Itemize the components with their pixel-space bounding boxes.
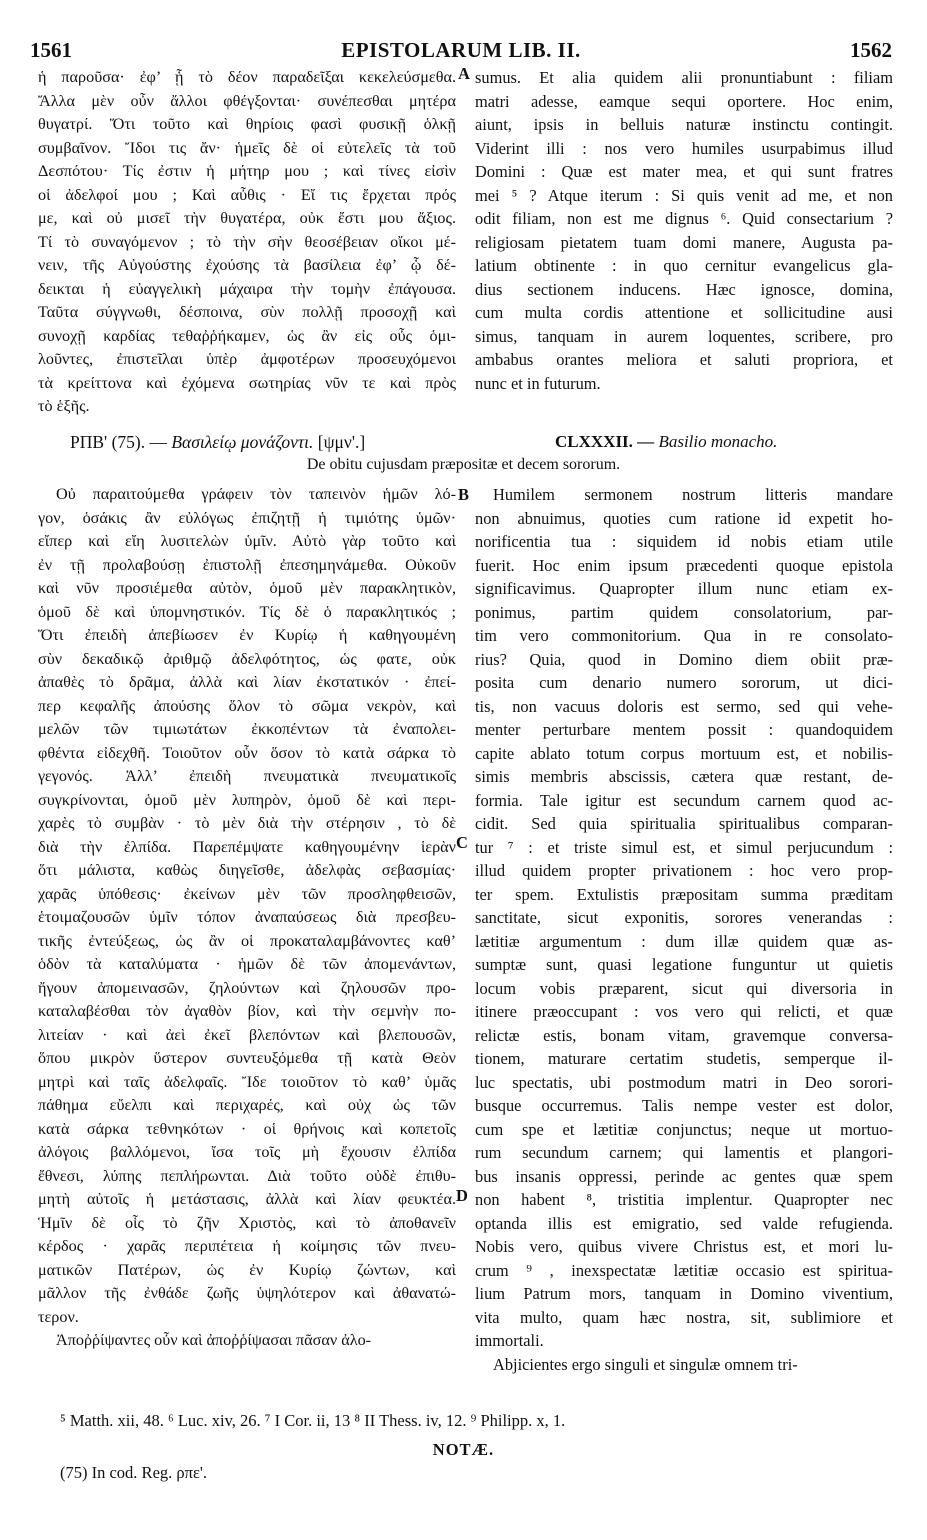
text-line: δεικται ἡ εὐαγγελικὴ μάχαιρα τὴν τομὴν ἐπάγουσα. (38, 279, 456, 298)
text-line: μητρὶ καὶ ταῖς ἀδελφαῖς. Ἴδε τοιοῦτον τὸ καθ’ ὑμᾶς (38, 1072, 456, 1091)
text-line: bus insanis oppressi, perinde ac gentes quæ spem (475, 1166, 893, 1186)
text-line: aiunt, ipsis in belluis naturæ instinctu contingit. (475, 115, 893, 134)
text-line: φθέντα εἰδεχθῆ. Τοιοῦτον οὖν ὅσον τὸ κατὰ σάρκα τὸ (38, 743, 456, 762)
text-line: illud quidem propter privationem : hoc vero prop- (475, 861, 893, 880)
greek-letter-heading (70, 432, 365, 453)
text-line: formia. Tale igitur est secundum carnem quod ac- (475, 790, 893, 810)
text-line: ὁμοῦ δὲ καὶ ὑπομνηστικόν. Τίς δὲ ὁ παρακλητικός ; (38, 602, 456, 621)
text-line: ἡ παροῦσα· ἐφ’ ᾗ τὸ δέον παραδεῖξαι κεκελεύσμεθα. (38, 68, 456, 86)
running-title: EPISTOLARUM LIB. II. (341, 38, 581, 62)
text-line: κατὰ σάρκα τεθνηκότων · οἱ θρήνοις καὶ κοπετοῖς (38, 1119, 456, 1138)
text-line: cum multa cordis attentione et sollicitudine ausi (475, 303, 893, 322)
text-line: capite ablato totum corpus mortuum est, et nobilis- (475, 743, 893, 763)
text-line: simus, tanquam in aurem loquentes, scribere, pro (475, 326, 893, 346)
text-line: sanctitate, sicut exponitis, sorores venerandas : (475, 908, 893, 927)
text-line: καταλαβέσθαι τὸν ἀγαθὸν βίον, καὶ τὴν σεμνὴν πο- (38, 1002, 456, 1020)
text-line: Domini : Quæ est mater mea, et qui sunt fratres (475, 162, 893, 181)
text-line: Τί τὸ συναγόμενον ; τὸ τὴν σὴν θεοσέβειαν οἴκοι μέ- (38, 232, 456, 251)
text-line: tionem, maturare certatim studetis, semperque il- (475, 1049, 893, 1068)
text-line: συγκρίνονται, ὁμοῦ μὲν λυπηρὸν, ὁμοῦ δὲ καὶ περι- (38, 790, 456, 809)
text-line: Viderint illi : nos vero humiles usurpabimus illud (475, 138, 893, 158)
text-line: matri adesse, eamque sequi oportere. Hoc enim, (475, 91, 893, 111)
text-line: ματικῶν Πατέρων, ὡς ἐν Κυρίῳ ζώντων, καὶ (38, 1260, 456, 1279)
text-line: Οὐ παραιτούμεθα γράφειν τὸν ταπεινὸν ἡμῶν λό- (56, 485, 456, 503)
text-line: Ὅτι ἐπειδὴ ἀπεβίωσεν ἐν Κυρίῳ ἡ καθηγουμένη (38, 626, 456, 644)
text-line: τὰ κρείττονα καὶ ἐχόμενα σωτηρίας νῦν τε καὶ πρὸς (38, 373, 456, 392)
text-line: νειν, τῆς Αὐγούστης ἐχούσης τὰ βασίλεια ἐφ’ ᾧ δέ- (38, 256, 456, 274)
text-line: συνοχῇ καρδίας τεθαῤῥήκαμεν, ὡς ἂν εἰς οὖς ὁμι- (38, 326, 456, 345)
text-line: cum spe et lætitiæ conjunctus; neque ut mortuo- (475, 1119, 893, 1139)
text-line: latium obtinente : in quo cernitur evangelicus gla- (475, 256, 893, 275)
text-line: tis, non vacuus doloris est sermo, sed qui vehe- (475, 696, 893, 716)
page-header (30, 38, 892, 64)
text-line: non habent ⁸, tristitia implentur. Quapropter nec (475, 1190, 893, 1209)
text-line: Ἀποῤῥίψαντες οὖν καὶ ἀποῤῥίψασαι πᾶσαν ἀλο- (56, 1331, 372, 1349)
text-line: τὸ ἑξῆς. (38, 397, 90, 415)
text-line: Humilem sermonem nostrum litteris mandare (493, 485, 893, 504)
latin-column-top (475, 66, 893, 406)
text-line: ambabus orantes meliora et saluti propriora, et (475, 350, 893, 369)
text-line: ἐν τῇ προλαβούσῃ ἐπιστολῇ ἐπεσημηνάμεθα. Οὐκοῦν (38, 555, 456, 574)
text-line: immortali. (475, 1331, 544, 1350)
text-line: locum vobis præparent, sicut qui diversoria in (475, 978, 893, 998)
text-line: non abnuimus, quoties cum ratione id expetit ho- (475, 508, 893, 528)
margin-marker-b: B (458, 485, 470, 504)
text-line: rius? Quia, quod in Domino diem obiit præ- (475, 649, 893, 669)
text-line: sumus. Et alia quidem alii pronuntiabunt : filiam (475, 68, 893, 87)
text-line: Ἡμῖν δὲ οἷς τὸ ζῆν Χριστὸς, καὶ τὸ ἀποθανεῖν (38, 1213, 456, 1232)
text-line: γον, ὁσάκις ἂν εὐλόγως ἐπιζητῇ ἡ τιμιότης ὑμῶν· (38, 508, 456, 527)
text-line: busque occurremus. Talis nempe vester est dolor, (475, 1096, 893, 1115)
text-line: fuerit. Hoc enim ipsum præcedenti quoque epistola (475, 555, 893, 575)
text-line: vita multo, quam hæc nostra, sit, sublimiore et (475, 1307, 893, 1327)
latin-letter-addressee: Basilio monacho. (658, 432, 778, 451)
text-line: χαρὲς τὸ συμβὰν · τὸ μὲν διὰ τὴν στέρησιν , τὸ δὲ (38, 814, 456, 832)
text-line: ἑτοιμαζουσῶν ὑμῖν τόπον ἀναπαύσεως διὰ πρεσβευ- (38, 908, 456, 926)
text-line: χαρᾶς ὑπόθεσις· ἐκείνων μὲν τῶν προσληφθεισῶν, (38, 884, 456, 903)
letter-subheading: De obitu cujusdam præpositæ et decem sororum. (306, 456, 621, 473)
text-line: μελῶν τῶν τιμιωτάτων ἐκκοπέντων τὰ ἐναπολει- (38, 720, 456, 738)
greek-letter-number: ΡΠΒ' (75). — (70, 432, 167, 452)
text-line: με, καὶ οὐ μισεῖ τὴν θυγατέρα, οὐκ ἔστι μου ἄξιος. (38, 209, 456, 227)
text-line: relictæ estis, bonam vitam, gravemque conversa- (475, 1025, 893, 1045)
text-line: crum ⁹ , inexspectatæ lætitiæ occasio est spiritua- (475, 1260, 893, 1280)
text-line: menter perturbare mentem possit : quandoquidem (475, 720, 893, 739)
left-page-number: 1561 (30, 38, 72, 62)
text-line: significavimus. Quapropter illum nunc etiam ex- (475, 579, 893, 598)
text-line: itinere præoccupant : vos vero qui relicti, et quæ (475, 1002, 893, 1021)
greek-letter-addressee: Βασιλείῳ μονάζοντι. (171, 432, 314, 452)
text-line: odit filiam, non est me dignus ⁶. Quid consectarium ? (475, 209, 893, 228)
text-line: λιτείαν · καὶ ἀεὶ ἐκεῖ βλεπόντων καὶ βλεπουσῶν, (38, 1025, 456, 1044)
text-line: ὁδὸν τὰ καταλύματα · ἡμῶν δὲ τῶν ἀπομενάντων, (38, 955, 456, 973)
text-line: ἤγουν ἀπομεινασῶν, ζηλούντων καὶ ζηλουσῶν προ- (38, 978, 456, 997)
text-line: εἴπερ καὶ εἴη λυσιτελὼν ὑμῖν. Αὐτὸ γὰρ τοῦτο καὶ (38, 532, 456, 550)
text-line: nunc et in futurum. (475, 373, 601, 393)
text-line: πάθημα εὔελπι καὶ περιχαρές, καὶ οὐχ ὡς τῶν (38, 1096, 456, 1114)
text-line: λοῦντες, ἐπιστεῖλαι ὑπὲρ ἀμφοτέρων προσευχόμενοι (38, 350, 456, 368)
text-line: τερον. (38, 1307, 79, 1326)
text-line: luc spectatis, ubi postmodum matri in Deo sorori- (475, 1072, 893, 1092)
text-line: θυγατρί. Ὅτι τοῦτο καὶ θηρίοις φασὶ φυσικῇ ὁλκῇ (38, 115, 456, 133)
text-line: norificentia tua : siquidem id nobis etiam utile (475, 532, 893, 551)
text-line: Ἄλλα μὲν οὖν ἄλλοι φθέγξονται· συνέπεσθαι μητέρα (38, 91, 456, 110)
text-line: μητὴ αὐτοῖς ἡ μετάστασις, ἀλλὰ καὶ λίαν φευκτέα. (38, 1190, 456, 1208)
text-line: tur ⁷ : et triste simul est, et simul perjucundum : (475, 837, 893, 857)
latin-letter-number: CLXXXII. — (555, 432, 655, 451)
text-line: Abjicientes ergo singuli et singulæ omnem tri- (493, 1354, 798, 1374)
text-line: posita cum denario numero sororum, ut dici- (475, 673, 893, 692)
text-line: mei ⁵ ? Atque iterum : Si quis venit ad me, et non (475, 185, 893, 205)
text-line: τικῆς ἐντεύξεως, ὡς ἂν οἱ προκαταλαμβάνοντες καθ’ (38, 931, 456, 950)
text-line: ὅπου μικρὸν ὕστερον συντευξόμεθα τῇ κατὰ Θεὸν (38, 1049, 456, 1067)
margin-marker-a: A (458, 64, 470, 83)
text-line: γεγονός. Ἀλλ’ ἐπειδὴ πνευματικὰ πνευματικοῖς (38, 767, 456, 785)
footnotes: ⁵ Matth. xii, 48. ⁶ Luc. xiv, 26. ⁷ I Cor. ii, 13 ⁸ II Thess. iv, 12. ⁹ Philipp. x, 1. (60, 1411, 566, 1430)
text-line: ἀλόγοις βαλλόμενοι, ἴσα τοῖς μὴ ἔχουσιν ἐλπίδα (38, 1143, 456, 1161)
latin-letter-heading (555, 432, 777, 452)
latin-column-body (475, 483, 893, 1398)
greek-column-body (38, 483, 456, 1398)
text-line: περ κεφαλῆς ἀπούσης ὅλον τὸ σῶμα νεκρὸν, καὶ (38, 696, 456, 715)
text-line: ter spem. Extulistis præpositam summa præditam (475, 884, 893, 904)
text-line: ἔθνεσι, λύπης πεπλήρωνται. Διὰ τοῦτο οὐδὲ ἐπιθυ- (38, 1166, 456, 1185)
margin-marker-c: C (456, 833, 468, 852)
text-line: lætitiæ argumentum : dum illæ quidem quæ as- (475, 931, 893, 951)
notae-text: (75) In cod. Reg. ρπε'. (60, 1463, 207, 1482)
text-line: σὺν δεκαδικῷ ἀριθμῷ ἀδελφότητος, ὡς φατε, οὐκ (38, 649, 456, 668)
text-line: dius sectionem inducens. Hæc ignosce, domina, (475, 279, 893, 299)
text-line: ponimus, partim quidem consolatorium, par- (475, 602, 893, 622)
greek-column-top (38, 66, 456, 428)
text-line: simis membris abscissis, cætera quæ restant, de- (475, 767, 893, 786)
text-line: μᾶλλον τῆς ἐνθάδε ζωῆς ὑψηλότερον καὶ ἀθανατώ- (38, 1284, 456, 1302)
text-line: optanda illis est emigratio, sed valde refugienda. (475, 1213, 893, 1233)
text-line: sumptæ sunt, quasi legatione funguntur ut quietis (475, 955, 893, 974)
text-line: οἱ ἀδελφοί μου ; Καὶ αὖθις · Εἴ τις ἔρχεται πρός (38, 185, 456, 204)
text-line: Nobis vero, quibus vivere Christus est, et mori lu- (475, 1237, 893, 1256)
text-line: κέρδος · χαρᾶς περιπέτεια ἡ κοίμησις τῶν πνευ- (38, 1237, 456, 1255)
text-line: cidit. Sed quia spiritualia spiritualibus comparan- (475, 814, 893, 833)
text-line: διὰ τὴν ἐλπίδα. Παρεπέμψατε καθηγουμένην ἱερὰν (38, 837, 456, 856)
text-line: συμβαῖνον. Ἴδοι τις ἄν· ἡμεῖς δὲ οἱ εὐτελεῖς τὰ τοῦ (38, 138, 456, 157)
text-line: ἀπαθὲς τὸ δρᾶμα, ἀλλὰ καὶ λίαν ἐκστατικόν · ἐπεί- (38, 673, 456, 691)
notae-title: NOTÆ. (432, 1440, 495, 1459)
right-page-number: 1562 (850, 38, 892, 62)
text-line: ὅτι μάλιστα, καθὼς διηγεῖσθε, ἀδελφὰς σεβασμίας· (38, 861, 456, 879)
text-line: Ταῦτα σύγγνωθι, δέσποινα, σὺν πολλῇ προσοχῇ καὶ (38, 303, 456, 321)
text-line: religiosam pietatem tuam domi manere, Augusta pa- (475, 232, 893, 252)
text-line: lium Patrum mors, tanquam in Domino viventium, (475, 1284, 893, 1303)
text-line: tim vero commonitorium. Qua in re consolato- (475, 626, 893, 645)
text-line: Δεσπότου· Τίς ἐστιν ἡ μήτηρ μου ; καὶ τίνες εἰσὶν (38, 162, 456, 180)
text-line: rum secundum carnem; qui lamentis et plangori- (475, 1143, 893, 1162)
text-line: καὶ νῦν προσιέμεθα αὐτὸν, ὁμοῦ μὲν παρακλητικὸν, (38, 579, 456, 597)
margin-marker-d: D (456, 1186, 468, 1205)
greek-letter-ref: [ψμν'.] (317, 432, 366, 452)
